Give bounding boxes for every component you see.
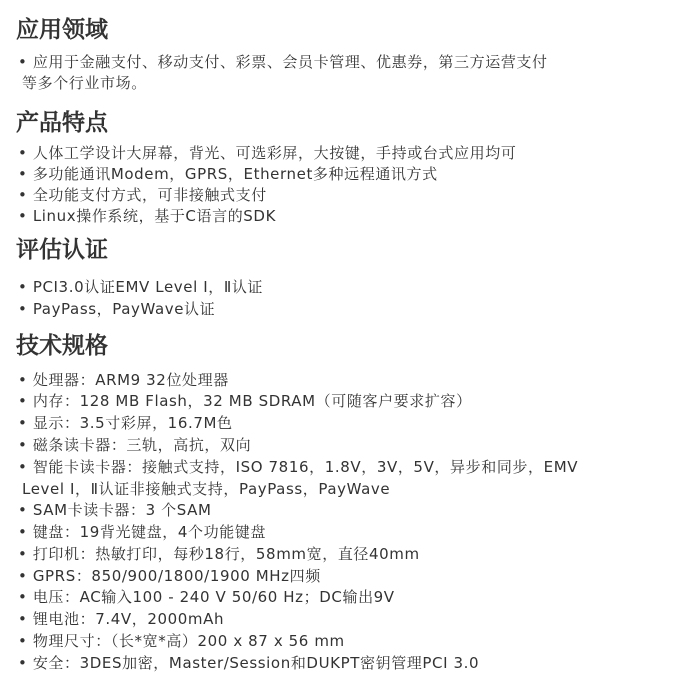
certification-item: • PayPass，PayWave认证 (18, 300, 216, 318)
spec-item: • GPRS：850/900/1800/1900 MHz四频 (18, 567, 321, 585)
section-heading-specifications: 技术规格 (16, 333, 108, 359)
spec-item: • 物理尺寸：（长*宽*高）200 x 87 x 56 mm (18, 632, 345, 650)
spec-item: • 智能卡读卡器：接触式支持，ISO 7816，1.8V，3V，5V，异步和同步，EMV (18, 458, 579, 476)
spec-item: • 显示：3.5寸彩屏，16.7M色 (18, 414, 233, 432)
spec-item: • 磁条读卡器：三轨，高抗，双向 (18, 436, 252, 454)
spec-item: • 打印机：热敏打印，每秒18行，58mm宽，直径40mm (18, 545, 420, 563)
feature-item: • 全功能支付方式，可非接触式支付 (18, 186, 267, 204)
spec-item: • 处理器：ARM9 32位处理器 (18, 371, 229, 389)
application-line-1: • 应用于金融支付、移动支付、彩票、会员卡管理、优惠券，第三方运营支付 (18, 53, 548, 71)
feature-item: • 多功能通讯Modem，GPRS，Ethernet多种远程通讯方式 (18, 165, 438, 183)
spec-item: • 锂电池：7.4V，2000mAh (18, 610, 225, 628)
certification-item: • PCI3.0认证EMV Level Ⅰ，Ⅱ认证 (18, 278, 264, 296)
spec-item: • 键盘：19背光键盘，4个功能键盘 (18, 523, 267, 541)
spec-item-continuation: Level Ⅰ，Ⅱ认证非接触式支持，PayPass，PayWave (22, 480, 391, 498)
section-heading-features: 产品特点 (16, 110, 108, 136)
feature-item: • 人体工学设计大屏幕，背光、可选彩屏，大按键，手持或台式应用均可 (18, 144, 517, 162)
section-heading-certification: 评估认证 (16, 237, 108, 263)
section-heading-application: 应用领域 (16, 17, 108, 43)
spec-item: • 安全：3DES加密，Master/Session和DUKPT密钥管理PCI 3.0 (18, 654, 480, 672)
spec-item: • SAM卡读卡器：3 个SAM (18, 501, 212, 519)
application-line-2: 等多个行业市场。 (22, 74, 147, 92)
spec-item: • 内存：128 MB Flash，32 MB SDRAM（可随客户要求扩容） (18, 392, 472, 410)
feature-item: • Linux操作系统，基于C语言的SDK (18, 207, 277, 225)
spec-item: • 电压：AC输入100 - 240 V 50/60 Hz；DC输出9V (18, 588, 395, 606)
